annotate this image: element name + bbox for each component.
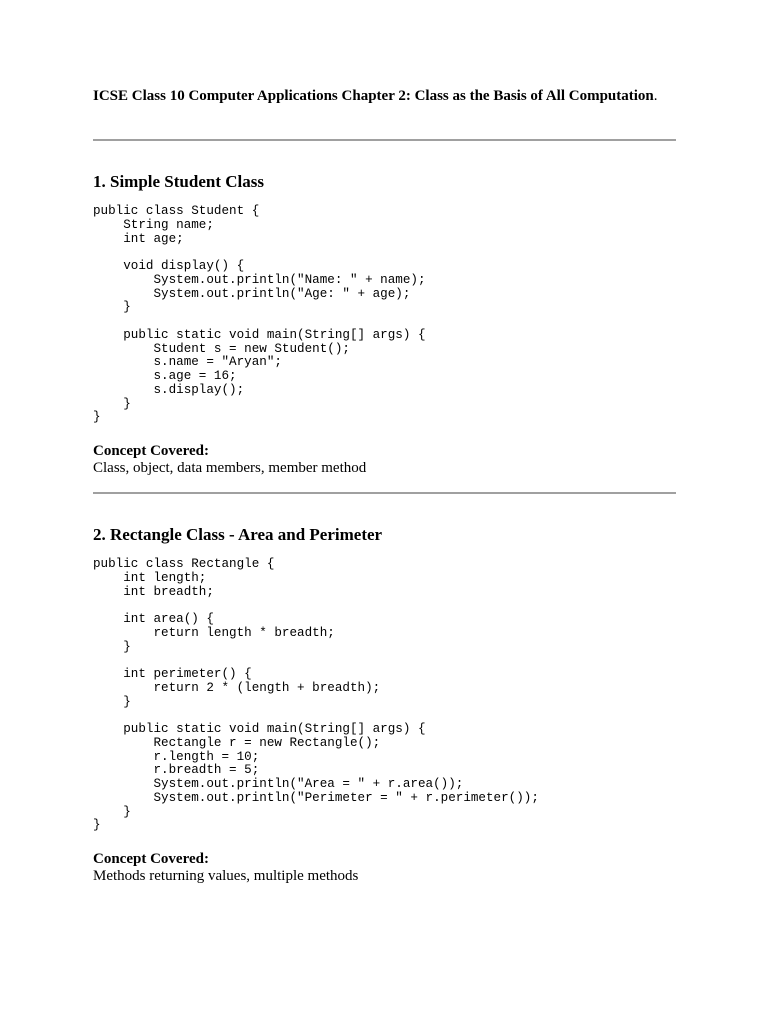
section-divider-2 xyxy=(93,492,676,494)
section-heading-student: 1. Simple Student Class xyxy=(93,172,264,191)
code-block-student: public class Student { String name; int age; void display() { System.out.println("Name: " + name); System.out.println("Age: " + age); } public static void main(String[] args) { Student s = new Student(); s.name = "Aryan"; s.age = 16; s.display(); } } xyxy=(93,204,426,425)
document-title xyxy=(93,88,676,104)
concept-text-student: Class, object, data members, member method xyxy=(93,460,367,476)
document-title-text: ICSE Class 10 Computer Applications Chapter 2: Class as the Basis of All Computation xyxy=(93,88,654,104)
code-block-rectangle: public class Rectangle { int length; int breadth; int area() { return length * breadth; } int perimeter() { return 2 * (length + breadth); } public static void main(String[] args) { Rectangle r = new Rectangle(); r.length = 10; r.breadth = 5; System.out.println("Area = " + r.area()); System.out.println("Perimeter = " + r.perimeter()); } } xyxy=(93,557,539,833)
concept-text-rectangle: Methods returning values, multiple methods xyxy=(93,868,359,884)
section-heading-rectangle: 2. Rectangle Class - Area and Perimeter xyxy=(93,525,383,544)
document-page xyxy=(93,88,676,885)
document-title-suffix: . xyxy=(653,88,658,104)
section-divider-1 xyxy=(93,139,676,141)
concept-label-student: Concept Covered: xyxy=(93,443,209,459)
concept-label-rectangle: Concept Covered: xyxy=(93,851,209,867)
